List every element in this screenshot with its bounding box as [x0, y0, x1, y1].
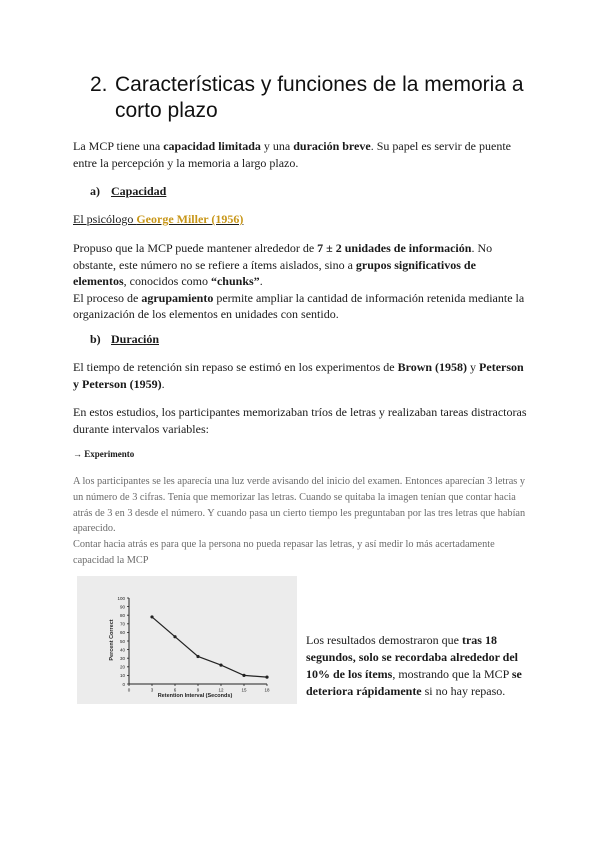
y-tick-label: 80 [119, 613, 125, 618]
psicologo-line [73, 212, 243, 227]
x-axis-ticks [128, 684, 270, 693]
data-point [242, 674, 245, 677]
bold-text: 7 ± 2 unidades de información [317, 241, 472, 255]
text: y una [260, 139, 294, 153]
experiment-label: → Experimento [73, 449, 135, 459]
text: Propuso que la MCP puede mantener alrededor de [73, 241, 318, 255]
data-point [173, 635, 176, 638]
text: . Su papel es servir de puente entre la percepción y la memoria a largo plazo. [73, 139, 511, 170]
text: La MCP tiene una [73, 139, 164, 153]
retention-chart [77, 576, 297, 704]
bold-text: tras 18 segundos, solo se recordaba alrededor del 10% de los ítems [306, 633, 519, 681]
results-paragraph [306, 632, 531, 700]
bold-text: capacidad limitada [163, 139, 261, 153]
y-tick-label: 60 [119, 630, 125, 636]
y-axis-ticks [117, 596, 129, 687]
subheading-label: b) [90, 332, 101, 346]
x-tick-label: 9 [196, 687, 200, 693]
x-axis-label: Retention Interval (Seconds) [157, 693, 233, 699]
section-title: Características y funciones de la memoria a corto plazo [115, 73, 524, 122]
y-axis-label: Percent Correct [109, 619, 115, 661]
y-tick-label: 40 [119, 647, 125, 653]
capacidad-paragraph [73, 240, 528, 323]
x-tick-label: 0 [127, 687, 131, 693]
y-tick-label: 10 [119, 673, 125, 679]
bold-text: agrupamiento [141, 290, 214, 305]
text: Los resultados demostraron que [306, 633, 462, 647]
text: El proceso de [73, 290, 142, 305]
x-tick-label: 3 [150, 687, 154, 693]
subheading-capacidad [90, 184, 166, 199]
text: El psicólogo [73, 212, 137, 226]
text: , conocidos como [123, 274, 211, 288]
subheading-title: Capacidad [111, 184, 167, 198]
text: . [161, 376, 165, 391]
bold-text: duración breve [293, 139, 371, 153]
subheading-label: a) [90, 184, 100, 198]
subheading-title: Duración [111, 332, 159, 346]
x-tick-label: 12 [218, 687, 224, 693]
experiment-description: A los participantes se les aparecía una luz verde avisando del inicio del examen. Entonces aparecían 3 letras y un número de 3 cifras. Tenía que memorizar las letras. Cuando se quitaba la imagen tenían que contar hacia atrás de 3 en 3 desde el número. Y cuando pasa un cierto tiempo les preguntaban por las tres letras que habían aparecido. [73, 476, 526, 535]
duracion-paragraph-1 [73, 359, 528, 392]
y-tick-label: 100 [117, 595, 125, 601]
chart-image [77, 576, 297, 704]
x-tick-label: 15 [241, 687, 247, 693]
text: . No obstante, este número no se refiere a ítems aislados, sino a [73, 241, 493, 272]
series-line [152, 617, 267, 677]
author-name: George Miller (1956) [136, 212, 244, 226]
intro-paragraph [73, 138, 528, 171]
data-point [219, 663, 222, 666]
bold-text: Peterson y Peterson (1959) [73, 360, 524, 391]
y-tick-label: 0 [122, 681, 125, 687]
y-tick-label: 20 [119, 664, 125, 670]
text: El tiempo de retención sin repaso se estimó en los experimentos de [73, 360, 398, 374]
bold-text: Brown (1958) [397, 360, 468, 374]
y-tick-label: 90 [119, 604, 125, 610]
duracion-paragraph-2: En estos estudios, los participantes memorizaban tríos de letras y realizaban tareas distractoras durante intervalos variables: [73, 405, 527, 436]
text: , mostrando que la MCP [392, 667, 512, 681]
text: si no hay repaso. [421, 684, 506, 698]
x-tick-label: 6 [173, 687, 177, 693]
data-point [265, 676, 268, 679]
data-point [196, 655, 199, 658]
text: permite ampliar la cantidad de información retenida mediante la organización de los elementos en unidades con sentido. [73, 290, 525, 321]
data-points [150, 615, 268, 678]
subheading-duracion [90, 332, 159, 347]
section-number: 2. [90, 73, 108, 96]
data-point [150, 615, 153, 618]
y-tick-label: 30 [119, 656, 125, 661]
experiment-note: Contar hacia atrás es para que la persona no pueda repasar las letras, y así medir lo más acertadamente capacidad la MCP [73, 539, 495, 566]
x-tick-label: 18 [264, 687, 270, 693]
bold-text: grupos significativos de elementos [73, 257, 476, 288]
y-tick-label: 70 [119, 621, 125, 627]
y-tick-label: 50 [119, 638, 125, 644]
bold-text: se deteriora rápidamente [306, 667, 522, 698]
bold-text: “chunks” [210, 274, 260, 288]
text: y [467, 360, 480, 374]
text: . [259, 274, 263, 288]
